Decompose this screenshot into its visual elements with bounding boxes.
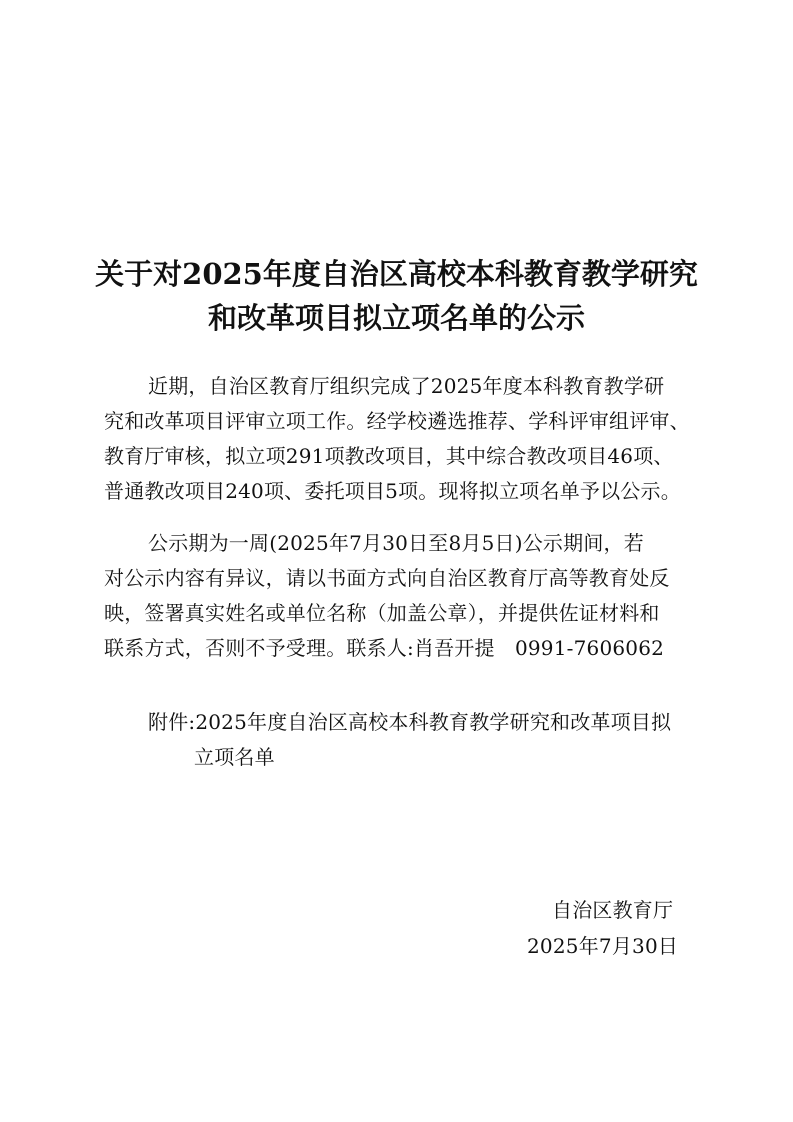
paragraph-1-line-1: 近期，自治区教育厅组织完成了2025年度本科教育教学研 xyxy=(148,374,665,398)
paragraph-2-line-2: 对公示内容有异议，请以书面方式向自治区教育厅高等教育处反 xyxy=(104,566,670,590)
paragraph-2-line-1: 公示期为一周(2025年7月30日至8月5日)公示期间，若 xyxy=(148,531,644,555)
attachment-line-1: 附件:2025年度自治区高校本科教育教学研究和改革项目拟 xyxy=(148,710,672,734)
paragraph-1-line-3: 教育厅审核，拟立项291项教改项目，其中综合教改项目46项、 xyxy=(104,444,674,468)
paragraph-2-line-3: 映，签署真实姓名或单位名称（加盖公章），并提供佐证材料和 xyxy=(104,601,660,625)
paragraph-1-line-2: 究和改革项目评审立项工作。经学校遴选推荐、学科评审组评审、 xyxy=(104,409,690,433)
attachment-line-2: 立项名单 xyxy=(194,745,275,769)
document-title-line-2: 和改革项目拟立项名单的公示 xyxy=(207,301,585,335)
issue-date: 2025年7月30日 xyxy=(527,934,679,958)
paragraph-1-line-4: 普通教改项目240项、委托项目5项。现将拟立项名单予以公示。 xyxy=(104,479,681,503)
issuing-organization: 自治区教育厅 xyxy=(552,898,674,922)
document-title-line-1: 关于对2025年度自治区高校本科教育教学研究 xyxy=(95,257,698,291)
paragraph-2-line-4: 联系方式，否则不予受理。联系人:肖吾开提 0991-7606062 xyxy=(104,636,665,660)
